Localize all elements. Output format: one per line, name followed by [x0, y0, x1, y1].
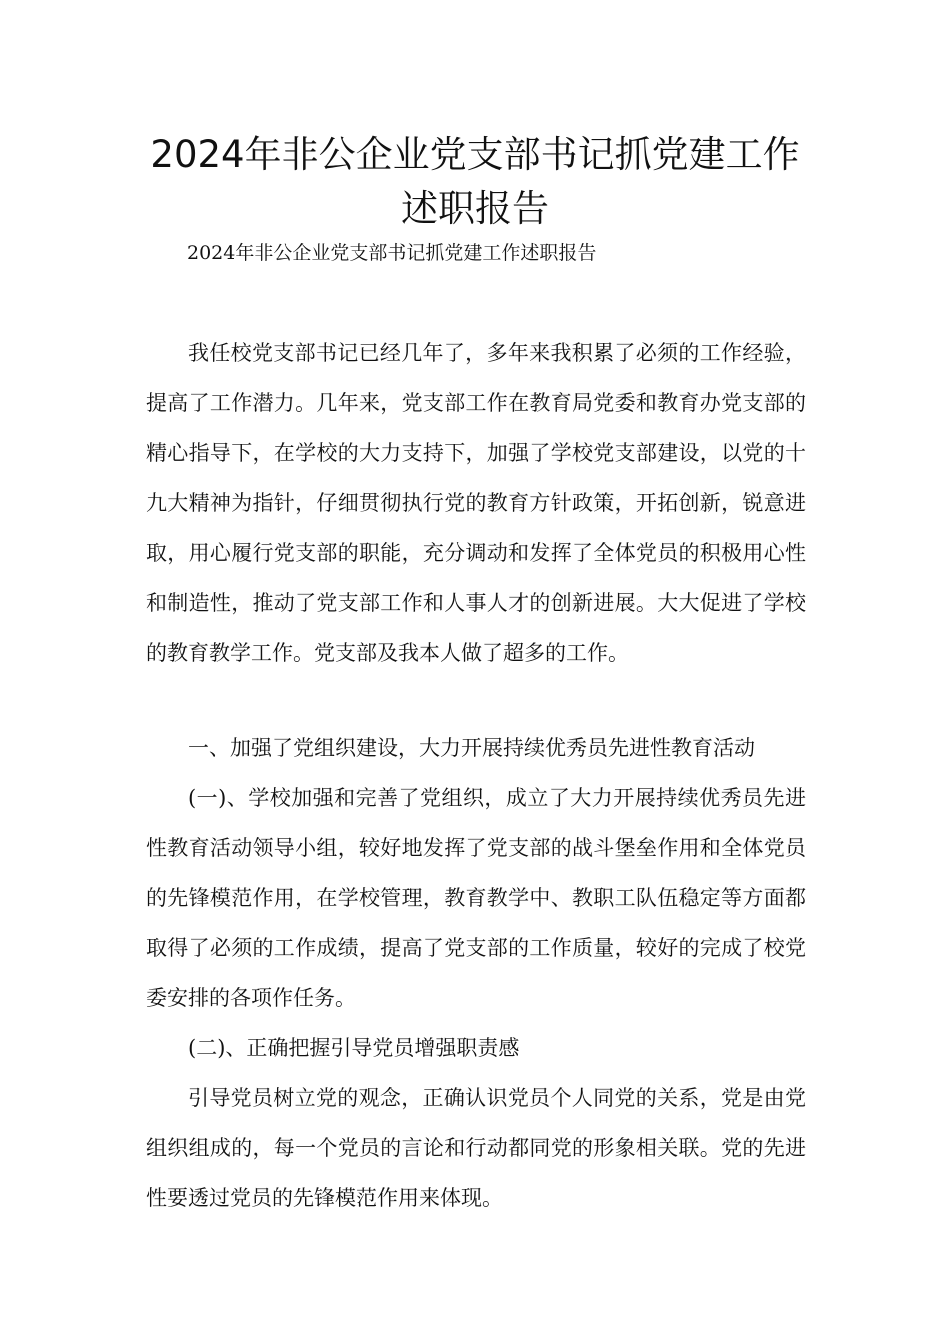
- document-title-line-1: 2024年非公企业党支部书记抓党建工作: [150, 133, 800, 176]
- document-title-line-2: 述职报告: [401, 187, 549, 230]
- section-heading-1: 一、加强了党组织建设，大力开展持续优秀员先进性教育活动: [188, 736, 755, 760]
- paragraph-subsection-2: 引导党员树立党的观念，正确认识党员个人同党的关系，党是由党组织组成的，每一个党员的言论和行动都同党的形象相关联。党的先进性要透过党员的先锋模范作用来体现。: [146, 1086, 806, 1210]
- paragraph-intro: 我任校党支部书记已经几年了，多年来我积累了必须的工作经验，提高了工作潜力。几年来，党支部工作在教育局党委和教育办党支部的精心指导下，在学校的大力支持下，加强了学校党支部建设，以党的十九大精神为指针，仔细贯彻执行党的教育方针政策，开拓创新，锐意进取，用心履行党支部的职能，充分调动和发挥了全体党员的积极用心性和制造性，推动了党支部工作和人事人才的创新进展。大大促进了学校的教育教学工作。党支部及我本人做了超多的工作。: [146, 341, 806, 665]
- paragraph-subsection-1: (一)、学校加强和完善了党组织，成立了大力开展持续优秀员先进性教育活动领导小组，较好地发挥了党支部的战斗堡垒作用和全体党员的先锋模范作用，在学校管理，教育教学中、教职工队伍稳定等方面都取得了必须的工作成绩，提高了党支部的工作质量，较好的完成了校党委安排的各项作任务。: [146, 786, 806, 1010]
- subsection-heading-2: (二)、正确把握引导党员增强职责感: [188, 1036, 520, 1060]
- document-subtitle: 2024年非公企业党支部书记抓党建工作述职报告: [187, 242, 597, 264]
